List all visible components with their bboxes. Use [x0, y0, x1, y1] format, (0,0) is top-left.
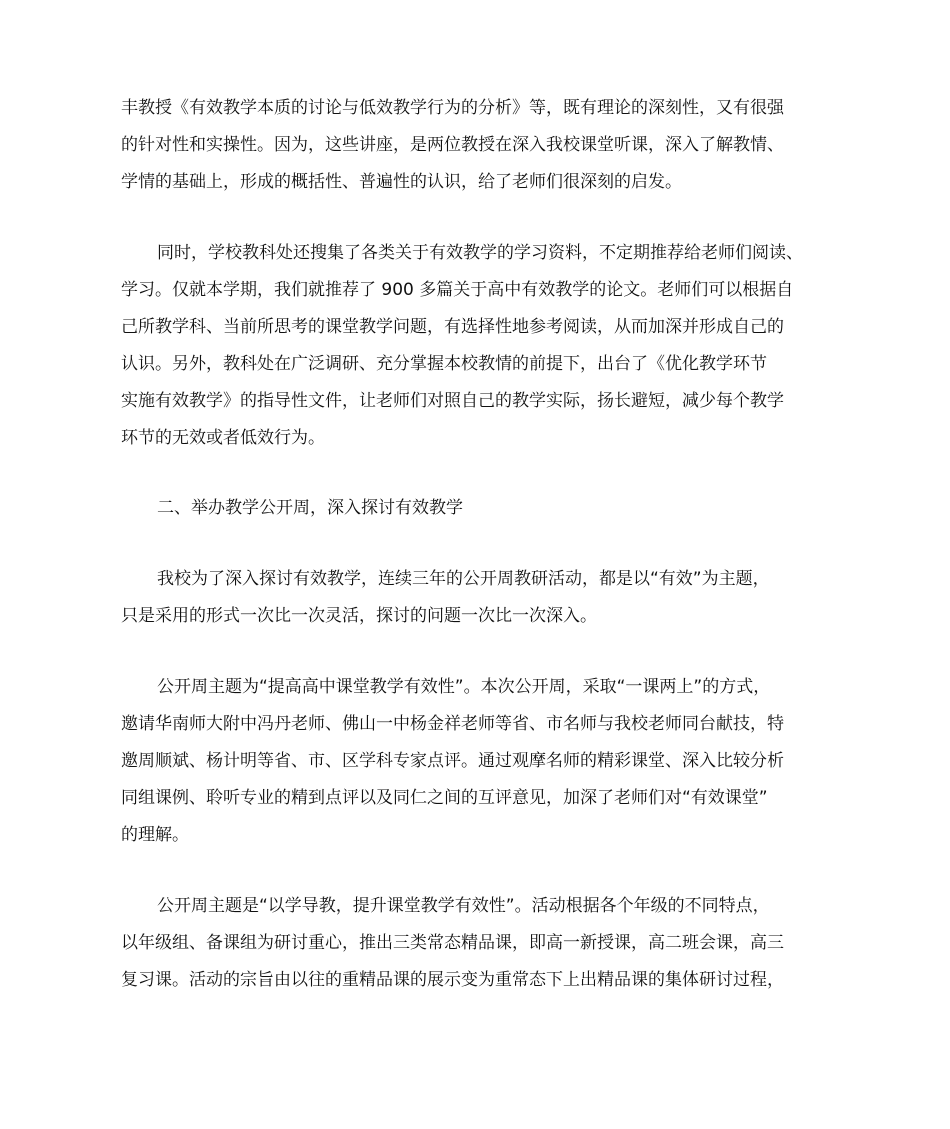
text-line: 邀请华南师大附中冯丹老师、佛山一中杨金祥老师等省、市名师与我校老师同台献技，特 — [121, 714, 784, 734]
text-line: 只是采用的形式一次比一次灵活，探讨的问题一次比一次深入。 — [121, 606, 597, 626]
text-line: 学情的基础上，形成的概括性、普遍性的认识，给了老师们很深刻的启发。 — [121, 172, 682, 192]
text-line: 学习。仅就本学期，我们就推荐了 900 多篇关于高中有效教学的论文。老师们可以根据自 — [121, 280, 794, 300]
text-line: 的针对性和实操性。因为，这些讲座，是两位教授在深入我校课堂听课，深入了解教情、 — [121, 135, 784, 155]
text-line: 同时，学校教科处还搜集了各类关于有效教学的学习资料，不定期推荐给老师们阅读、 — [157, 243, 803, 263]
text-line: 认识。另外，教科处在广泛调研、充分掌握本校教情的前提下，出台了《优化教学环节 — [121, 354, 767, 374]
text-line: 的理解。 — [121, 825, 189, 845]
text-line: 复习课。活动的宗旨由以往的重精品课的展示变为重常态下上出精品课的集体研讨过程， — [121, 970, 784, 990]
text-line: 己所教学科、当前所思考的课堂教学问题，有选择性地参考阅读，从而加深并形成自己的 — [121, 317, 784, 337]
text-line: 公开周主题是“以学导教，提升课堂教学有效性”。活动根据各个年级的不同特点， — [157, 896, 770, 916]
text-line: 我校为了深入探讨有效教学，连续三年的公开周教研活动，都是以“有效”为主题， — [157, 569, 770, 589]
text-line: 公开周主题为“提高高中课堂教学有效性”。本次公开周，采取“一课两上”的方式， — [157, 677, 771, 697]
text-line: 丰教授《有效教学本质的讨论与低效教学行为的分析》等，既有理论的深刻性，又有很强 — [121, 98, 784, 118]
section-heading: 二、举办教学公开周，深入探讨有效教学 — [157, 498, 463, 518]
text-line: 邀周顺斌、杨计明等省、市、区学科专家点评。通过观摩名师的精彩课堂、深入比较分析 — [121, 751, 784, 771]
text-line: 同组课例、聆听专业的精到点评以及同仁之间的互评意见，加深了老师们对“有效课堂” — [121, 788, 768, 808]
text-line: 以年级组、备课组为研讨重心，推出三类常态精品课，即高一新授课，高二班会课，高三 — [121, 933, 784, 953]
text-line: 环节的无效或者低效行为。 — [121, 428, 325, 448]
text-line: 实施有效教学》的指导性文件，让老师们对照自己的教学实际，扬长避短，减少每个教学 — [121, 391, 784, 411]
